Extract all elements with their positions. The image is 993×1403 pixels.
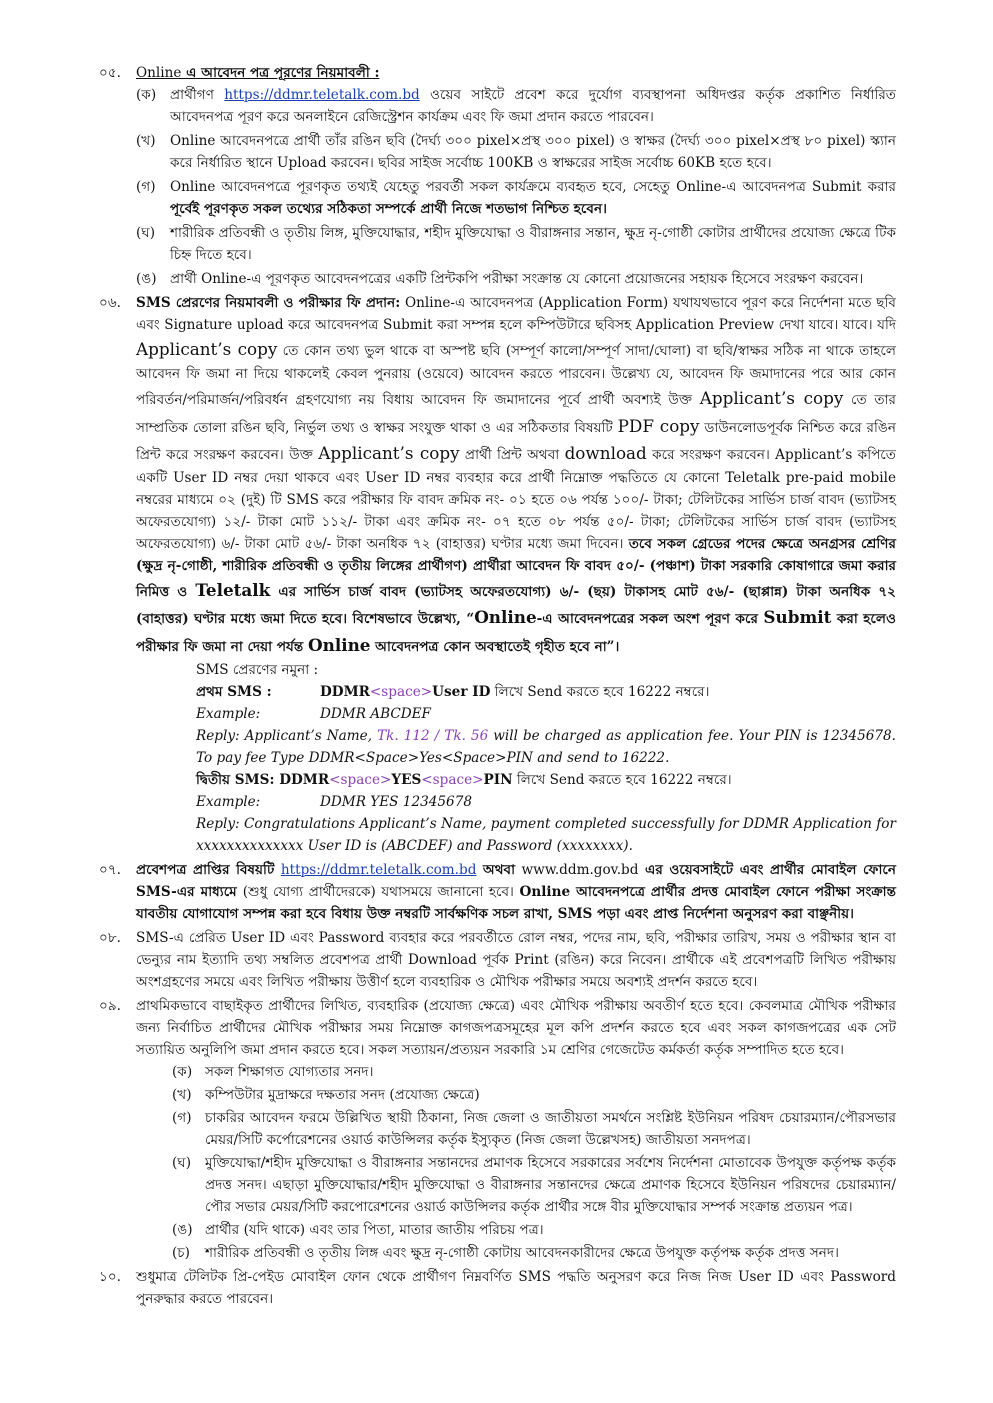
teletalk-link[interactable]: https://ddmr.teletalk.com.bd bbox=[224, 87, 420, 104]
sms-sample-block bbox=[136, 659, 896, 857]
section-09 bbox=[0, 995, 993, 1264]
documents-paragraph: প্রাথমিকভাবে বাছাইকৃত প্রার্থীদের লিখিত, ব্যবহারিক (প্রযোজ্য ক্ষেত্রে) এবং মৌখিক পরীক্ষায় অবতীর্ণ হতে হবে। কেবলমাত্র মৌখিক পরীক্ষার জন্য নির্বাচিত প্রার্থীদের মৌখিক পরীক্ষার সময় নিম্নোক্ত কাগজপত্রসমূহের মূল কপি প্রদর্শন করতে হবে এবং সকল কাগজপত্রের এক সেট সত্যায়িত অনুলিপি জমা প্রদান করতে হবে। সকল সত্যায়ন/প্রত্যয়ন সরকারি ১ম শ্রেণির গেজেটেড কর্মকর্তা কর্তৃক সম্পাদিত হতে হবে। bbox=[136, 997, 896, 1058]
document-page bbox=[0, 62, 993, 1312]
reply-2: Reply: Congratulations Applicant’s Name, payment completed successfully for DDMR Application for xxxxxxxxxxxxxx User ID is (ABCDEF) and Password (xxxxxxxx). bbox=[196, 815, 896, 854]
list-item: (ঙ) প্রার্থী Online-এ পূরণকৃত আবেদনপত্রের একটি প্রিন্টকপি পরীক্ষা সংক্রান্ত যে কোনো প্রয়োজনের সহায়ক হিসেবে সংরক্ষণ করবেন। bbox=[136, 271, 864, 288]
section-07 bbox=[0, 859, 993, 925]
download-admit-paragraph: SMS-এ প্রেরিত User ID এবং Password ব্যবহার করে পরবর্তীতে রোল নম্বর, পদের নাম, ছবি, পরীক্ষার তারিখ, সময় ও পরীক্ষার স্থান বা ভেন্যুর নাম ইত্যাদি তথ্য সম্বলিত প্রবেশপত্র প্রার্থী Download পূর্বক Print (রঙিন) করে নিবেন। প্রার্থীকে এই প্রবেশপত্রটি লিখিত পরীক্ষায় অংশগ্রহণের সময়ে এবং লিখিত পরীক্ষায় উত্তীর্ণ হলে ব্যবহারিক ও মৌখিক পরীক্ষার সময়ে অবশ্যই প্রদর্শন করতে হবে। bbox=[136, 929, 896, 990]
sms-sample-title: SMS প্রেরণের নমুনা : bbox=[196, 661, 319, 678]
section-10 bbox=[0, 1266, 993, 1310]
section-number: ০৫. bbox=[99, 65, 121, 81]
admit-card-paragraph: প্রবেশপত্র প্রাপ্তির বিষয়টি https://ddmr.teletalk.com.bd অথবা www.ddm.gov.bd এর ওয়েবসাইটে এবং প্রার্থীর মোবাইল ফোনে SMS-এর মাধ্যমে (শুধু যোগ্য প্রার্থীদেরকে) যথাসময়ে জানানো হবে। Online আবেদনপত্রে প্রার্থীর প্রদত্ত মোবাইল ফোনে পরীক্ষা সংক্রান্ত যাবতীয় যোগাযোগ সম্পন্ন করা হবে বিধায় উক্ত নম্বরটি সার্বক্ষণিক সচল রাখা, SMS পড়া এবং প্রাপ্ত নির্দেশনা অনুসরণ করা বাঞ্ছনীয়। bbox=[136, 861, 896, 922]
list-item: (ক) প্রার্থীগণ https://ddmr.teletalk.com.bd ওয়েব সাইটে প্রবেশ করে দুর্যোগ ব্যবস্থাপনা অধিদপ্তর কর্তৃক প্রকাশিত নির্ধারিত আবেদনপত্র পূরণ করে অনলাইনে রেজিস্ট্রেশন কার্যক্রম এবং ফি জমা প্রদান করতে পারবেন। bbox=[136, 87, 897, 126]
section-number: ০৯. bbox=[99, 997, 121, 1014]
second-sms-line: দ্বিতীয় SMS: DDMR<space>YES<space>PIN লিখে Send করতে হবে 16222 নম্বরে। bbox=[196, 771, 732, 788]
list-item: (ক) সকল শিক্ষাগত যোগ্যতার সনদ। bbox=[172, 1063, 374, 1080]
password-recovery-paragraph: শুধুমাত্র টেলিটক প্রি-পেইড মোবাইল ফোন থেকে প্রার্থীগণ নিম্নবর্ণিত SMS পদ্ধতি অনুসরণ করে নিজ নিজ User ID এবং Password পুনরুদ্ধার করতে পারবেন। bbox=[136, 1269, 896, 1308]
section-number: ০৮. bbox=[99, 929, 121, 946]
section-heading: Online এ আবেদন পত্র পূরণের নিয়মাবলী : bbox=[136, 65, 380, 81]
sms-fee-paragraph: SMS প্রেরণের নিয়মাবলী ও পরীক্ষার ফি প্রদান: Online-এ আবেদনপত্র (Application Form) যথাযথভাবে পূরণ করে নির্দেশনা মতে ছবি এবং Signature upload করে আবেদনপত্র Submit করা সম্পন্ন হলে কম্পিউটারে ছবিসহ Application Preview দেখা যাবে। যাবে। যদি Applicant’s copy তে কোন তথ্য ভুল থাকে বা অস্পষ্ট ছবি (সম্পূর্ণ কালো/সম্পূর্ণ সাদা/ঘোলা) বা ছবি/স্বাক্ষর সঠিক না থাকে তাহলে আবেদন ফি জমা না দিয়ে থাকলেই কেবল পুনরায় (ওয়েবে) আবেদন করতে পারবেন। উল্লেখ্য যে, আবেদন ফি জমাদানের পরে আর কোন পরিবর্তন/পরিমার্জন/পরিবর্ধন গ্রহণযোগ্য নয় বিধায় আবেদন ফি জমাদানের পূর্বে প্রার্থী অবশ্যই উক্ত Applicant’s copy তে তার সাম্প্রতিক তোলা রঙিন ছবি, নির্ভুল তথ্য ও স্বাক্ষর সংযুক্ত থাকা ও এর সঠিকতার বিষয়টি PDF copy ডাউনলোডপূর্বক নিশ্চিত করে রঙিন প্রিন্ট করে সংরক্ষণ করবেন। উক্ত Applicant’s copy প্রার্থী প্রিন্ট অথবা download করে সংরক্ষণ করবেন। Applicant’s কপিতে একটি User ID নম্বর দেয়া থাকবে এবং User ID নম্বর ব্যবহার করে প্রার্থী নিম্নোক্ত পদ্ধতিতে যে কোনো Teletalk pre-paid mobile নম্বরের মাধ্যমে ০২ (দুই) টি SMS করে পরীক্ষার ফি বাবদ ক্রমিক নং- ০১ হতে ০৬ পর্যন্ত ১০০/- টাকা; টেলিটকের সার্ভিস চার্জ বাবদ (ভ্যাটসহ অফেরতযোগ্য) ১২/- টাকা মোট ১১২/- টাকা এবং ক্রমিক নং- ০৭ হতে ০৮ পর্যন্ত ৫০/- টাকা; টেলিটকের সার্ভিস চার্জ বাবদ (ভ্যাটসহ অফেরতযোগ্য) ৬/- টাকা মোট ৫৬/- টাকা অনধিক ৭২ (বাহাত্তর) ঘণ্টার মধ্যে জমা দিবেন। তবে সকল গ্রেডের পদের ক্ষেত্রে অনগ্রসর শ্রেণির (ক্ষুদ্র নৃ-গোষ্ঠী, শারীরিক প্রতিবন্ধী ও তৃতীয় লিঙ্গের প্রার্থীগণ) প্রার্থীরা আবেদন ফি বাবদ ৫০/- (পঞ্চাশ) টাকা সরকারি কোষাগারে জমা করার নিমিত্ত ও Teletalk এর সার্ভিস চার্জ বাবদ (ভ্যাটসহ অফেরতযোগ্য) ৬/- (ছয়) টাকাসহ মোট ৫৬/- (ছাপ্পান্ন) টাকা অনধিক ৭২ (বাহাত্তর) ঘণ্টার মধ্যে জমা দিতে হবে। বিশেষভাবে উল্লেখ্য, “Online-এ আবেদনপত্রের সকল অংশ পূরণ করে Submit করা হলেও পরীক্ষার ফি জমা না দেয়া পর্যন্ত Online আবেদনপত্র কোন অবস্থাতেই গৃহীত হবে না”। bbox=[136, 295, 897, 655]
section-08 bbox=[0, 927, 993, 993]
section-06 bbox=[0, 292, 993, 857]
section-number: ১০. bbox=[99, 1269, 121, 1286]
list-item: (চ) শারীরিক প্রতিবন্ধী ও তৃতীয় লিঙ্গ এবং ক্ষুদ্র নৃ-গোষ্ঠী কোটায় আবেদনকারীদের ক্ষেত্রে উপযুক্ত কর্তৃপক্ষ কর্তৃক প্রদত্ত সনদ। bbox=[172, 1245, 839, 1262]
list-item: (ঘ) মুক্তিযোদ্ধা/শহীদ মুক্তিযোদ্ধা ও বীরাঙ্গনার সন্তানদের প্রমাণক হিসেবে সরকারের সর্বশেষ নির্দেশনা মোতাবেক উপযুক্ত কর্তৃপক্ষ কর্তৃক প্রদত্ত সনদ। এছাড়া মুক্তিযোদ্ধার/শহীদ মুক্তিযোদ্ধা ও বীরাঙ্গনার সন্তানদের ক্ষেত্রে প্রমাণক হিসেবে ইউনিয়ন পরিষদের চেয়ারম্যান/পৌর সভার মেয়র/সিটি করপোরেশনের ওয়ার্ড কাউন্সিলর কর্তৃক প্রার্থীর সঙ্গে বীর মুক্তিযোদ্ধার সম্পর্ক সংক্রান্ত প্রত্যয়ন পত্র। bbox=[172, 1155, 896, 1216]
example-2: Example: DDMR YES 12345678 bbox=[196, 793, 472, 810]
section-number: ০৭. bbox=[99, 861, 121, 878]
section-number: ০৬. bbox=[99, 295, 121, 312]
list-item: (খ) কম্পিউটার মুদ্রাক্ষরে দক্ষতার সনদ (প্রযোজ্য ক্ষেত্রে) bbox=[172, 1087, 480, 1103]
teletalk-link[interactable]: https://ddmr.teletalk.com.bd bbox=[280, 861, 477, 878]
reply-1: Reply: Applicant’s Name, Tk. 112 / Tk. 56 will be charged as application fee. Your PIN is 12345678. To pay fee Type DDMR<Space>Yes<Space>PIN and send to 16222. bbox=[196, 727, 896, 766]
example-1: Example: DDMR ABCDEF bbox=[196, 705, 431, 722]
list-item: (ঘ) শারীরিক প্রতিবন্ধী ও তৃতীয় লিঙ্গ, মুক্তিযোদ্ধার, শহীদ মুক্তিযোদ্ধা ও বীরাঙ্গনার সন্তান, ক্ষুদ্র নৃ-গোষ্ঠী কোটার প্রার্থীদের প্রযোজ্য ক্ষেত্রে টিক চিহ্ন দিতে হবে। bbox=[136, 225, 896, 264]
first-sms-line: প্রথম SMS : DDMR<space>User ID লিখে Send করতে হবে 16222 নম্বরে। bbox=[196, 683, 710, 700]
list-item: (ঙ) প্রার্থীর (যদি থাকে) এবং তার পিতা, মাতার জাতীয় পরিচয় পত্র। bbox=[172, 1222, 544, 1239]
list-item: (গ) চাকরির আবেদন ফরমে উল্লিখিত স্থায়ী ঠিকানা, নিজ জেলা ও জাতীয়তা সমর্থনে সংশ্লিষ্ট ইউনিয়ন পরিষদ চেয়ারম্যান/পৌরসভার মেয়র/সিটি কর্পোরেশনের ওয়ার্ড কাউন্সিলর কর্তৃক ইস্যুকৃত (নিজ জেলা উল্লেখসহ) জাতীয়তা সনদপত্র। bbox=[172, 1110, 896, 1149]
section-05 bbox=[0, 62, 993, 290]
list-item: (গ) Online আবেদনপত্রে পূরণকৃত তথ্যই যেহেতু পরবর্তী সকল কার্যক্রমে ব্যবহৃত হবে, সেহেতু Online-এ আবেদনপত্র Submit করার পূর্বেই পূরণকৃত সকল তথ্যের সঠিকতা সম্পর্কে প্রার্থী নিজে শতভাগ নিশ্চিত হবেন। bbox=[136, 179, 896, 218]
list-item: (খ) Online আবেদনপত্রে প্রার্থী তাঁর রঙিন ছবি (দৈর্ঘ্য ৩০০ pixel×প্রস্থ ৩০০ pixel) ও স্বাক্ষর (দৈর্ঘ্য ৩০০ pixel×প্রস্থ ৮০ pixel) স্ক্যান করে নির্ধারিত স্থানে Upload করবেন। ছবির সাইজ সর্বোচ্চ 100KB ও স্বাক্ষরের সাইজ সর্বোচ্চ 60KB হতে হবে। bbox=[136, 133, 896, 172]
